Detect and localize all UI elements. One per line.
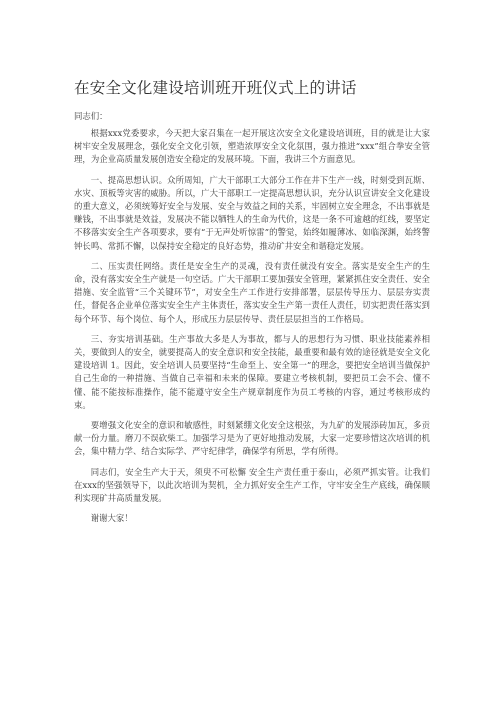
paragraph-intro: 根据xxx党委要求，今天把大家召集在一起开展这次安全文化建设培训班，目的就是让大家树牢安全发展理念，强化安全文化引领，塑造浓厚安全文化氛围，强力推进“xxx”组合拳安全管理，为企业高质量发展创造安全稳定的发展环境。下面，我讲三个方面意见。 [74,128,430,165]
paragraph-section-3: 三、夯实培训基础。生产事故大多是人为事故，都与人的思想行为习惯、职业技能素养相关，要做到人的安全，就要提高人的安全意识和安全技能，最重要和最有效的途径就是安全文化建设培训 1。因此，安全培训人员要坚持“生命至上、安全第一”的理念，要把安全培训当做保护自己生命的一种措施、当做自己幸福和未来的保障。要建立考核机制，要把员工会不会、懂不懂、能不能按标准操作，能不能遵守安全生产规章制度作为员工考核的内容，通过考核形成约束。 [74,333,430,410]
closing-thanks: 谢谢大家！ [90,513,133,524]
paragraph-section-1: 一、提高思想认识。众所周知，广大干部职工大部分工作在井下生产一线，时刻受到瓦斯、水灾、顶板等灾害的威胁。所以，广大干部职工一定提高思想认识，充分认识宣讲安全文化建设的重大意义，必须统筹好安全与发展、安全与效益之间的关系，牢固树立安全理念，不出事就是赚钱，不出事就是效益，发展决不能以牺牲人的生命为代价，这是一条不可逾越的红线，要坚定不移落实安全生产各项要求，要有“于无声处听惊雷”的警觉，始终如履薄冰、如临深渊，始终警钟长鸣、常抓不懈，以保持安全稳定的良好态势，推动矿井安全和谐稳定发展。 [74,174,430,251]
document-title: 在安全文化建设培训班开班仪式上的讲话 [74,79,357,97]
paragraph-conclusion: 同志们，安全生产大于天，须臾不可松懈 安全生产责任重于泰山，必须严抓实管。让我们在xxx的坚强领导下，以此次培训为契机，全力抓好安全生产工作，守牢安全生产底线，确保顺利实现矿井高质量发展。 [74,466,430,504]
document-page [74,78,430,525]
paragraph-section-2: 二、压实责任网络。责任是安全生产的灵魂，没有责任就没有安全。落实是安全生产的生命，没有落实安全生产就是一句空话。广大干部职工要加强安全管理，紧紧抓住安全责任、安全措施、安全监管“三个关键环节”，对安全生产工作进行安排部署，层层传导压力、层层夯实责任，督促各企业单位落实安全生产主体责任，落实安全生产第一责任人责任，切实把责任落实到每个环节、每个岗位、每个人，形成压力层层传导、责任层层担当的工作格局。 [74,260,430,324]
salutation: 同志们： [74,111,108,121]
paragraph-awareness: 要增强文化安全的意识和敏感性，时刻紧绷文化安全这根弦，为九矿的发展添砖加瓦，多贡献一份力量。磨刀不误砍柴工。加强学习是为了更好地推动发展，大家一定要珍惜这次培训的机会，集中精力学、结合实际学、严守纪律学，确保学有所思，学有所得。 [74,420,430,457]
